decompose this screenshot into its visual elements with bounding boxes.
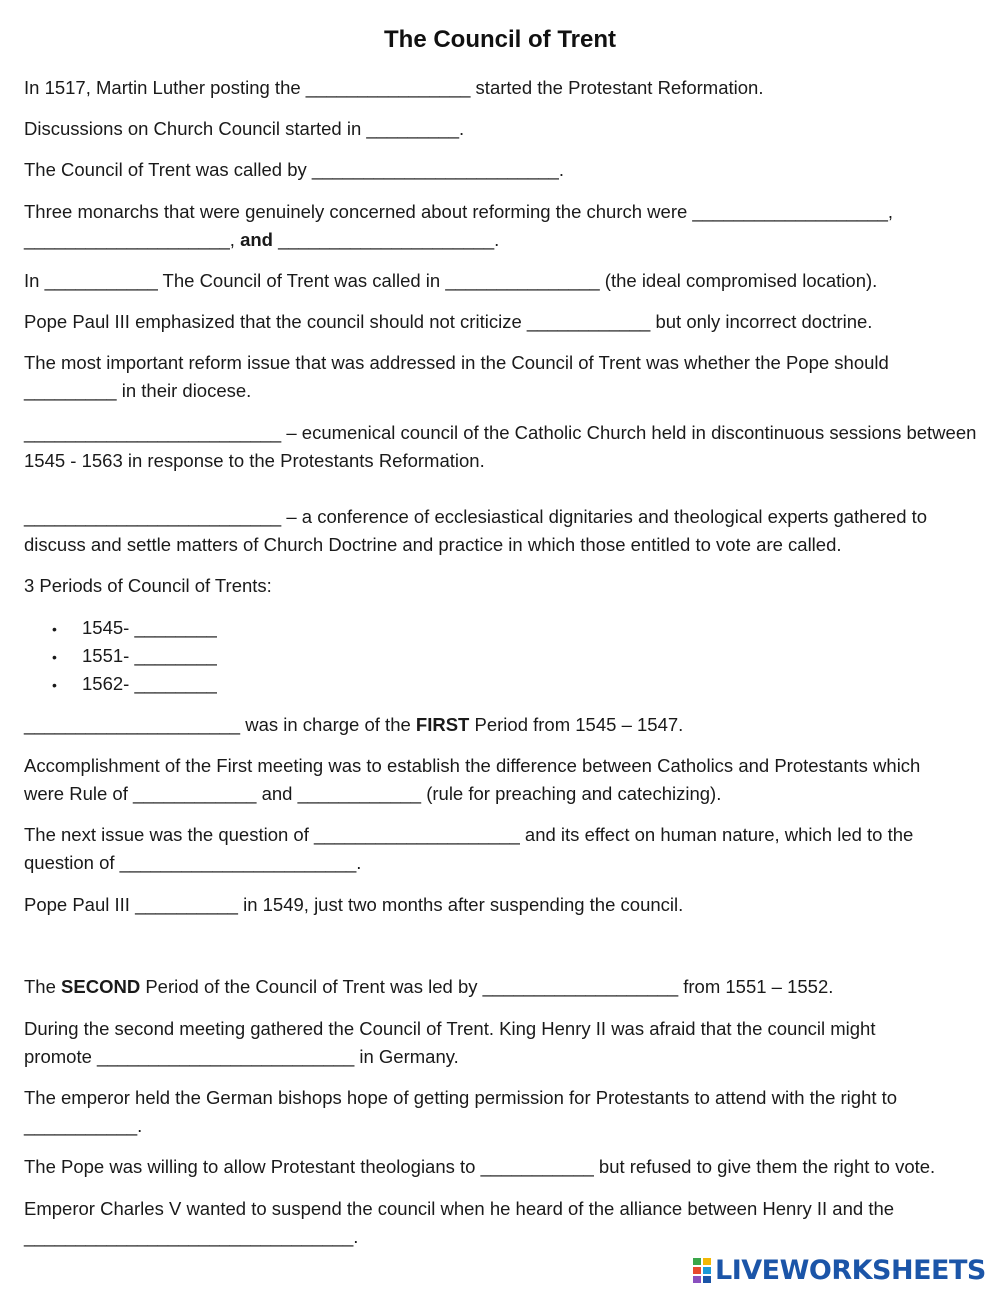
question-16-line-2: promote _________________________ in Germany.: [24, 1046, 459, 1067]
question-9-line-1: _________________________ – a conference of ecclesiastical dignitaries and theological experts gathered to: [24, 506, 928, 527]
blank-text: ____________________,: [24, 229, 241, 250]
blank-text: _____________________.: [272, 229, 500, 250]
question-7-line-1: The most important reform issue that was addressed in the Council of Trent was whether the Pope should: [24, 352, 889, 373]
bullet-text: 1545- ________: [82, 617, 217, 638]
question-9-line-2: discuss and settle matters of Church Doctrine and practice in which those entitled to vote are called.: [24, 534, 842, 555]
bullet-text: 1551- ________: [82, 645, 217, 666]
period-bullet-1: [52, 614, 217, 643]
question-2: Discussions on Church Council started in _________.: [24, 118, 465, 139]
bold-first: FIRST: [415, 714, 470, 735]
bullet-dot: •: [52, 649, 57, 665]
bullet-dot: •: [52, 677, 57, 693]
question-12-line-1: Accomplishment of the First meeting was to establish the difference between Catholics and Protestants which: [24, 755, 921, 776]
bullet-dot: •: [52, 621, 57, 637]
bullet-text: 1562- ________: [82, 673, 217, 694]
question-17-line-2: ___________.: [24, 1115, 143, 1136]
bold-and: and: [240, 229, 273, 250]
liveworksheets-logo: [692, 1254, 986, 1286]
question-13-line-1: The next issue was the question of ____________________ and its effect on human nature, which led to the: [24, 824, 914, 845]
question-8-line-1: _________________________ – ecumenical council of the Catholic Church held in discontinuous sessions between: [24, 422, 977, 443]
question-12-line-2: were Rule of ____________ and ____________ (rule for preaching and catechizing).: [24, 783, 722, 804]
question-11: [24, 711, 979, 739]
logo-text: LIVEWORKSHEETS: [715, 1254, 986, 1286]
liveworksheets-logo-icon: [692, 1256, 712, 1284]
page-title: The Council of Trent: [384, 26, 616, 53]
question-18: The Pope was willing to allow Protestant theologians to ___________ but refused to give them the right to vote.: [24, 1156, 936, 1177]
period-text: Period from 1545 – 1547.: [469, 714, 684, 735]
question-19-line-1: Emperor Charles V wanted to suspend the council when he heard of the alliance between Henry II and the: [24, 1198, 895, 1219]
question-8-line-2: 1545 - 1563 in response to the Protestants Reformation.: [24, 450, 485, 471]
period-text: Period of the Council of Trent was led by ___________________ from 1551 – 1552.: [140, 976, 834, 997]
question-5: In ___________ The Council of Trent was called in _______________ (the ideal compromised location).: [24, 270, 878, 291]
period-bullet-2: [52, 642, 217, 671]
bold-second: SECOND: [61, 976, 141, 997]
question-14: Pope Paul III __________ in 1549, just two months after suspending the council.: [24, 894, 684, 915]
text: The: [24, 976, 62, 997]
question-4-line-2: [24, 226, 979, 254]
periods-heading: 3 Periods of Council of Trents:: [24, 575, 272, 596]
question-19-line-2: ________________________________.: [24, 1226, 359, 1247]
question-7-line-2: _________ in their diocese.: [24, 380, 252, 401]
question-4-line-1: Three monarchs that were genuinely concerned about reforming the church were ___________________,: [24, 201, 894, 222]
question-16-line-1: During the second meeting gathered the Council of Trent. King Henry II was afraid that the council might: [24, 1018, 876, 1039]
question-15: [24, 973, 979, 1001]
question-3: The Council of Trent was called by ________________________.: [24, 159, 564, 180]
blank-text: _____________________ was in charge of the: [24, 714, 416, 735]
question-17-line-1: The emperor held the German bishops hope of getting permission for Protestants to attend with the right to: [24, 1087, 898, 1108]
question-1: In 1517, Martin Luther posting the ________________ started the Protestant Reformation.: [24, 77, 764, 98]
question-13-line-2: question of _______________________.: [24, 852, 362, 873]
question-6: Pope Paul III emphasized that the council should not criticize ____________ but only incorrect doctrine.: [24, 311, 873, 332]
period-bullet-3: [52, 670, 217, 699]
